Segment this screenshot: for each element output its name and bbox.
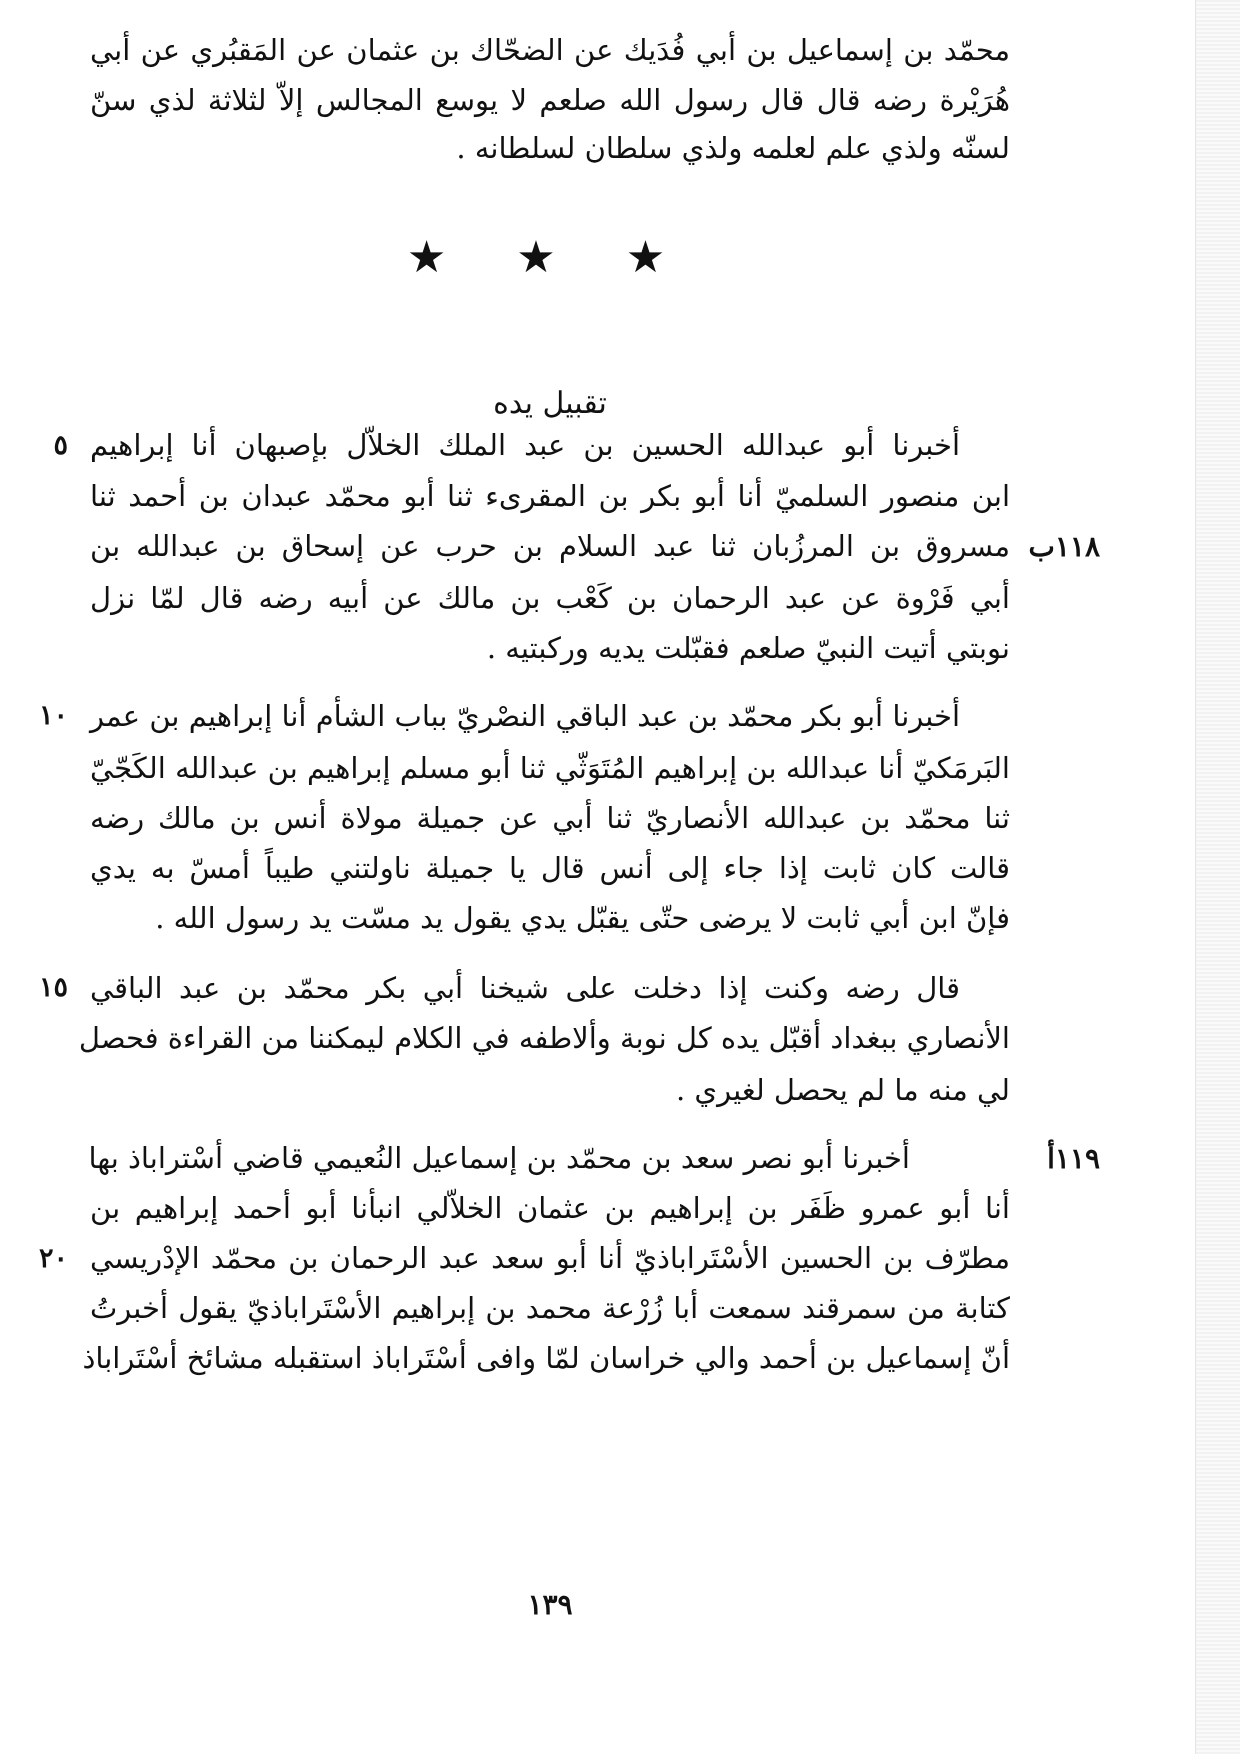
text-line: ابن منصور السلميّ أنا أبو بكر بن المقرىء ثنا أبو محمّد عبدان بن أحمد ثنا bbox=[90, 479, 1010, 513]
text-line: مسروق بن المرزُبان ثنا عبد السلام بن حرب عن إسحاق بن عبدالله بن bbox=[90, 529, 1010, 563]
text-line: أنا أبو عمرو ظَفَر بن إبراهيم بن عثمان الخلاّلي انبأنا أبو أحمد إبراهيم بن bbox=[90, 1191, 1010, 1225]
text-line: مطرّف بن الحسين الأسْتَراباذيّ أنا أبو سعد عبد الرحمان بن محمّد الإدْريسي bbox=[90, 1241, 1010, 1275]
text-line: لسنّه ولذي علم لعلمه ولذي سلطان لسلطانه . bbox=[456, 131, 1010, 165]
text-line: أبي فَرْوة عن عبد الرحمان بن كَعْب بن مالك عن أبيه رضه قال لمّا نزل bbox=[90, 581, 1010, 615]
text-line: نوبتي أتيت النبيّ صلعم فقبّلت يديه وركبتيه . bbox=[486, 631, 1010, 665]
text-line: فإنّ ابن أبي ثابت لا يرضى حتّى يقبّل يدي يقول يد مسّت يد رسول الله . bbox=[155, 901, 1010, 935]
text-line: لي منه ما لم يحصل لغيري . bbox=[675, 1073, 1010, 1107]
text-line: قال رضه وكنت إذا دخلت على شيخنا أبي بكر محمّد بن عبد الباقي bbox=[90, 971, 960, 1005]
line-number: ٢٠ bbox=[38, 1243, 68, 1274]
text-line: أخبرنا أبو بكر محمّد بن عبد الباقي النصْريّ بباب الشأم أنا إبراهيم بن عمر bbox=[90, 699, 960, 733]
line-number: ١٠ bbox=[38, 700, 68, 731]
line-number: ١٥ bbox=[38, 972, 68, 1003]
text-line: الأنصاري ببغداد أقبّل يده كل نوبة وألاطفه في الكلام ليمكننا من القراءة فحصل bbox=[78, 1021, 1010, 1055]
line-number: ٥ bbox=[53, 430, 68, 461]
text-line: البَرمَكيّ أنا عبدالله بن إبراهيم المُتَوَثّي ثنا أبو مسلم إبراهيم بن عبدالله الكَجّيّ bbox=[90, 751, 1010, 785]
text-line: ثنا محمّد بن عبدالله الأنصاريّ ثنا أبي عن جميلة مولاة أنس بن مالك رضه bbox=[90, 801, 1010, 835]
text-line: هُرَيْرة رضه قال قال رسول الله صلعم لا يوسع المجالس إلاّ لثلاثة لذي سنّ bbox=[90, 83, 1011, 117]
star-divider: ★ ★ ★ bbox=[406, 232, 694, 283]
text-line: أخبرنا أبو عبدالله الحسين بن عبد الملك الخلاّل بإصبهان أنا إبراهيم bbox=[90, 428, 960, 462]
page-number: ١٣٩ bbox=[527, 1588, 573, 1621]
text-line: محمّد بن إسماعيل بن أبي فُدَيك عن الضحّاك بن عثمان عن المَقبُري عن أبي bbox=[90, 33, 1010, 67]
text-line: قالت كان ثابت إذا جاء إلى أنس قال يا جميلة ناولتني طيباً أمسّ به يدي bbox=[90, 851, 1010, 885]
section-heading: تقبيل يده bbox=[493, 386, 607, 421]
text-line: كتابة من سمرقند سمعت أبا زُرْعة محمد بن إبراهيم الأسْتَراباذيّ يقول أخبرتُ bbox=[90, 1291, 1010, 1325]
folio-marker: ١١٨ب bbox=[1028, 530, 1100, 563]
text-line: أنّ إسماعيل بن أحمد والي خراسان لمّا وافى أسْتَراباذ استقبله مشائخ أسْتَراباذ bbox=[82, 1341, 1010, 1375]
folio-marker: ١١٩أ bbox=[1047, 1142, 1100, 1175]
text-line: أخبرنا أبو نصر سعد بن محمّد بن إسماعيل النُعيمي قاضي أسْتراباذ بها bbox=[88, 1141, 910, 1175]
